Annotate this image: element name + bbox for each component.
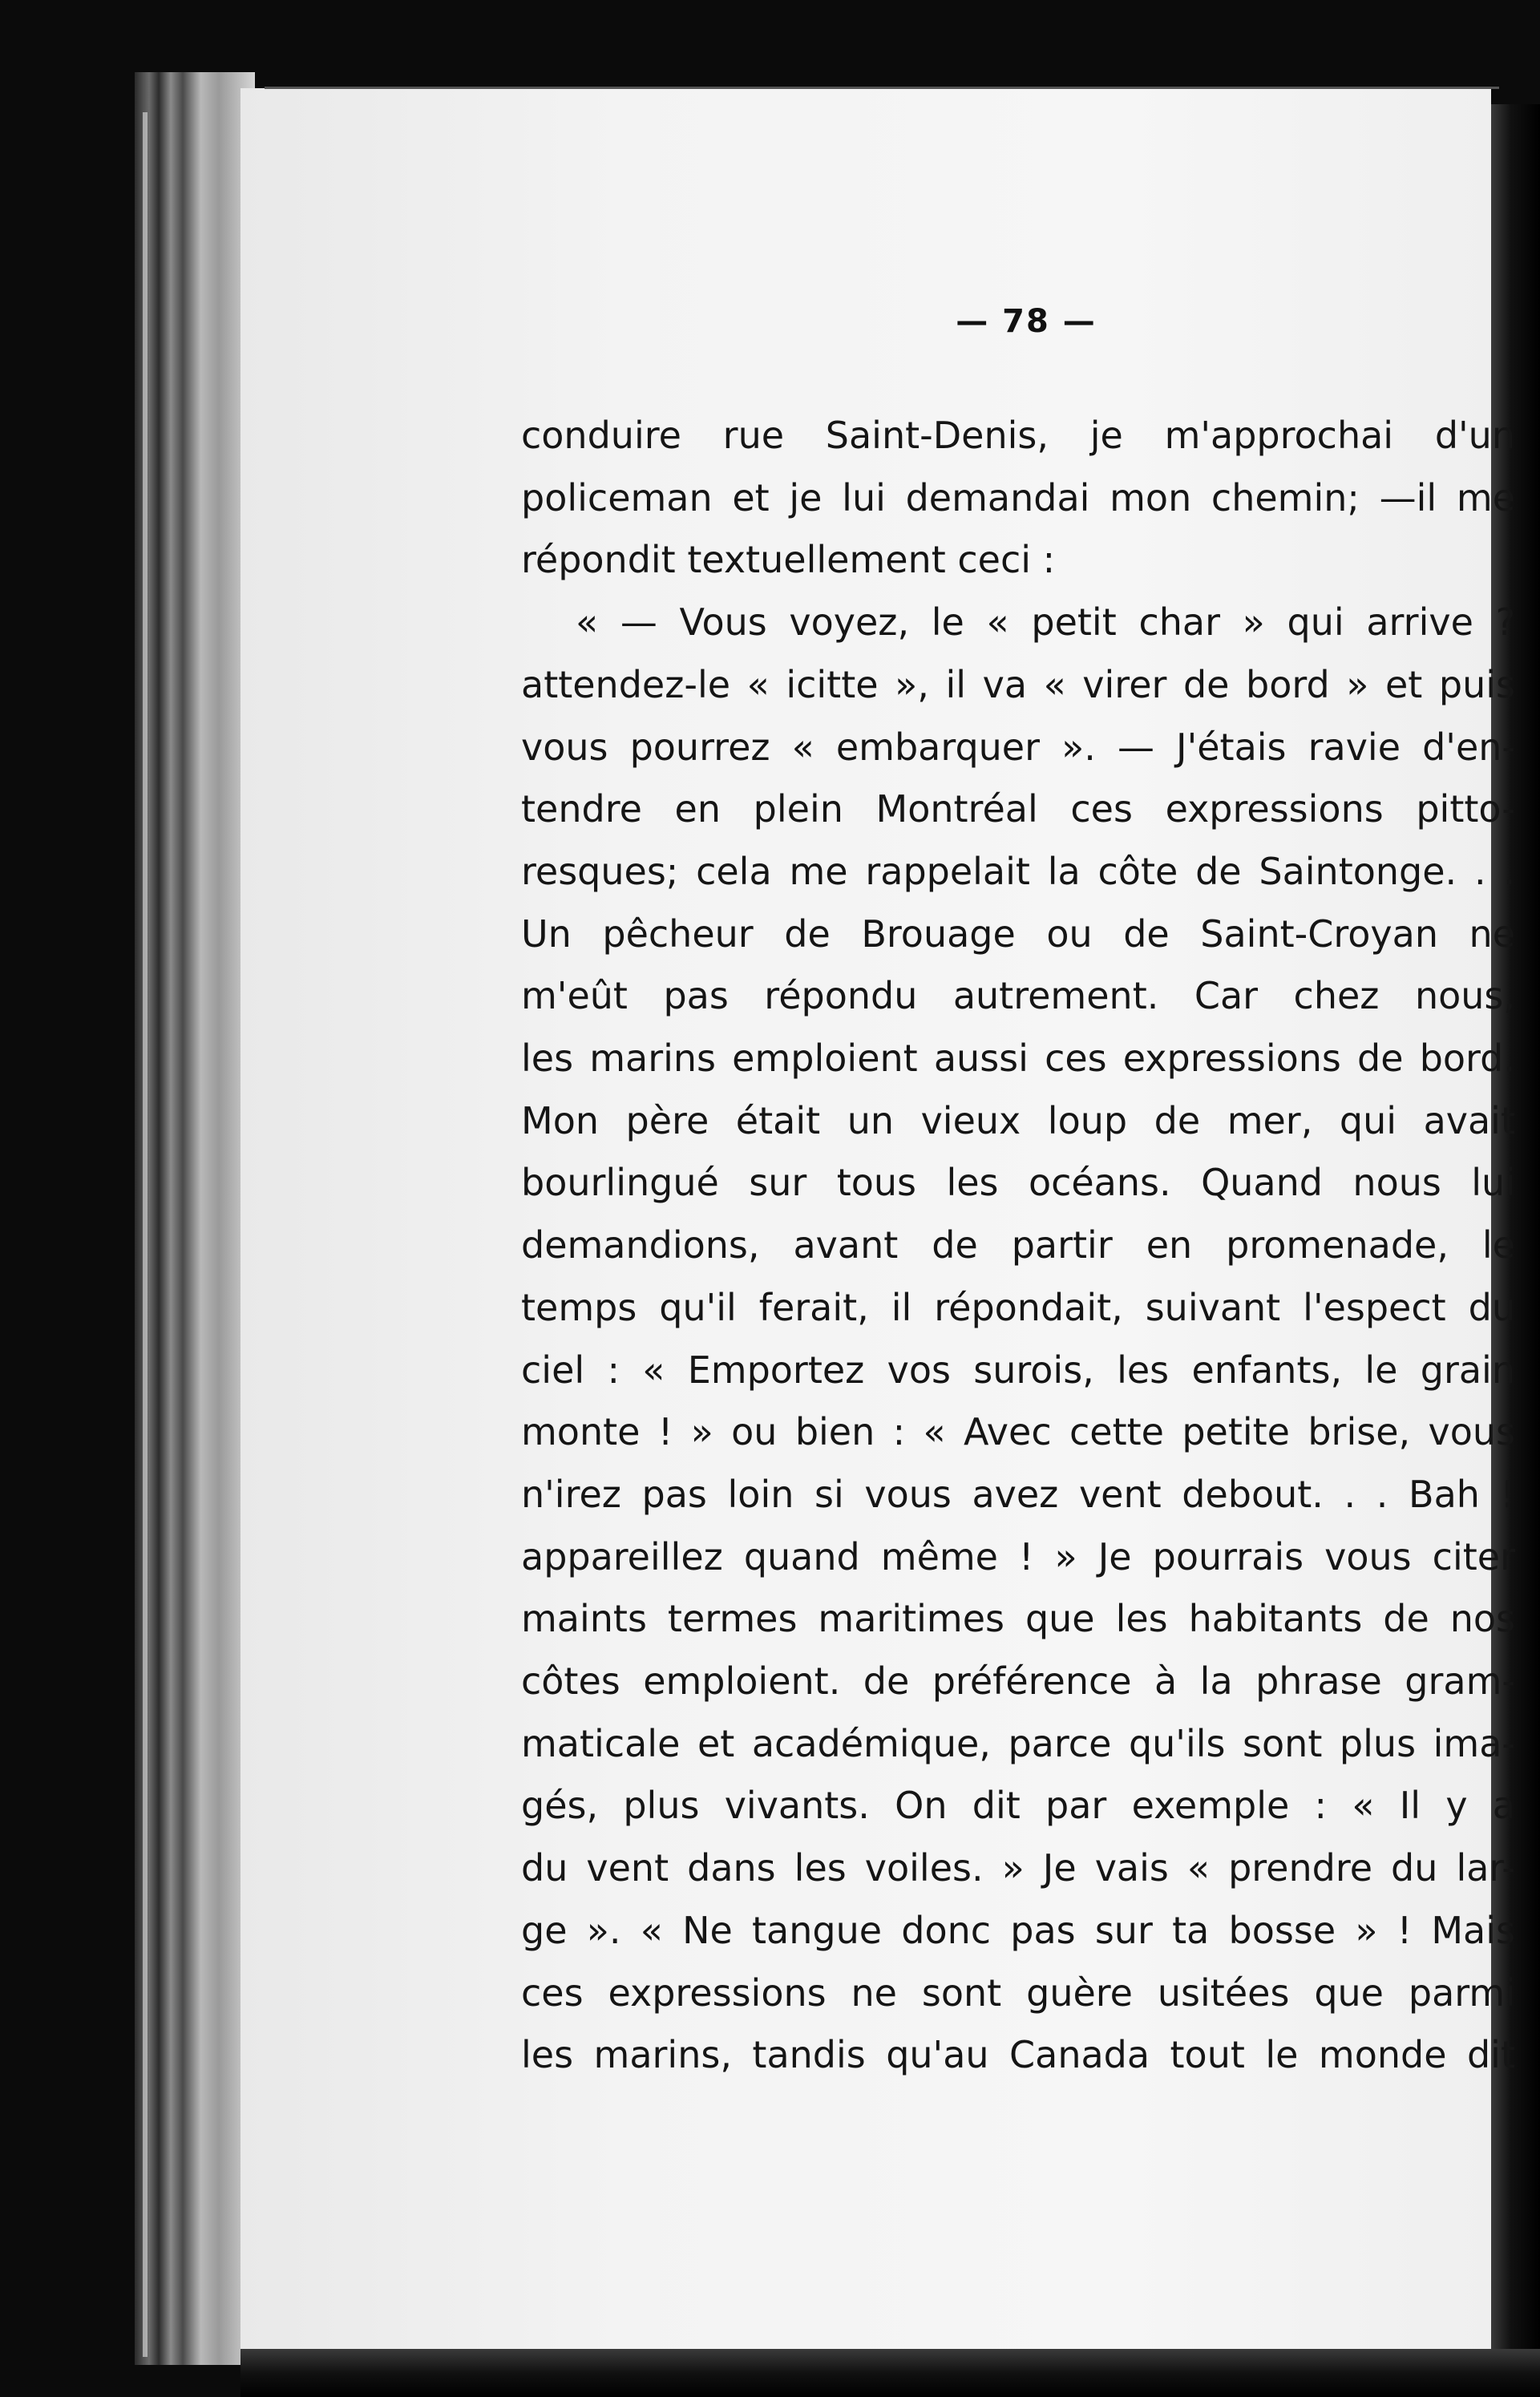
- text-line: tendre en plein Montréal ces expressions pitto-: [521, 787, 1515, 831]
- page-top-border: [265, 87, 1499, 89]
- text-line: « — Vous voyez, le « petit char » qui arrive ?: [576, 600, 1515, 645]
- text-line: répondit textuellement ceci :: [521, 538, 1056, 582]
- text-line: n'irez pas loin si vous avez vent debout. . . Bah !: [521, 1472, 1515, 1516]
- text-line: vous pourrez « embarquer ». — J'étais ravie d'en-: [521, 725, 1515, 769]
- text-line: les marins, tandis qu'au Canada tout le monde dit: [521, 2033, 1515, 2077]
- text-line: gés, plus vivants. On dit par exemple : « Il y a: [521, 1784, 1515, 1828]
- text-line: demandions, avant de partir en promenade, le: [521, 1223, 1515, 1267]
- text-line: temps qu'il ferait, il répondait, suivant l'espect du: [521, 1285, 1515, 1329]
- text-line: côtes emploient. de préférence à la phrase gram-: [521, 1659, 1515, 1704]
- text-line: m'eût pas répondu autrement. Car chez nous,: [521, 974, 1515, 1018]
- text-line: resques; cela me rappelait la côte de Saintonge. . .: [521, 849, 1515, 893]
- text-line: du vent dans les voiles. » Je vais « prendre du lar-: [521, 1846, 1515, 1890]
- body-text: [521, 405, 1515, 2087]
- text-line: ciel : « Emportez vos surois, les enfants, le grain: [521, 1348, 1515, 1392]
- book-spine-edge: [135, 72, 255, 2365]
- text-line: policeman et je lui demandai mon chemin; —il me: [521, 475, 1515, 519]
- text-line: ge ». « Ne tangue donc pas sur ta bosse » ! Mais: [521, 1908, 1515, 1952]
- text-line: les marins emploient aussi ces expressions de bord.: [521, 1037, 1515, 1081]
- text-line: bourlingué sur tous les océans. Quand nous lui: [521, 1161, 1515, 1205]
- text-line: monte ! » ou bien : « Avec cette petite brise, vous: [521, 1410, 1515, 1454]
- page-number: — 78 —: [956, 303, 1097, 340]
- text-line: Mon père était un vieux loup de mer, qui avait: [521, 1098, 1515, 1142]
- text-line: ces expressions ne sont guère usitées que parmi: [521, 1971, 1515, 2015]
- text-line: conduire rue Saint-Denis, je m'approchai d'un: [521, 414, 1515, 457]
- text-line: maints termes maritimes que les habitants de nos: [521, 1597, 1515, 1641]
- text-line: attendez-le « icitte », il va « virer de bord » et puis: [521, 662, 1515, 706]
- text-line: maticale et académique, parce qu'ils sont plus ima-: [521, 1721, 1515, 1765]
- text-line: Un pêcheur de Brouage ou de Saint-Croyan ne: [521, 912, 1515, 956]
- text-line: appareillez quand même ! » Je pourrais vous citer: [521, 1534, 1515, 1578]
- page-bottom-shadow: [240, 2349, 1540, 2397]
- book-spine-highlight: [143, 112, 148, 2357]
